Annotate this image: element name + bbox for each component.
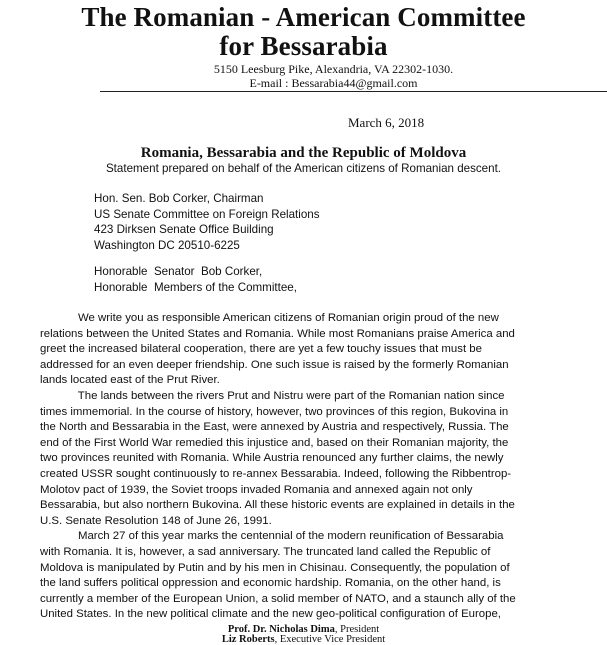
body-line: currently a member of the European Union, a solid member of NATO, and a staunch ally of the: [40, 592, 516, 605]
body-line: with Romania. It is, however, a sad anniversary. The truncated land called the Republic of: [40, 545, 491, 558]
letterhead-divider: [100, 91, 607, 92]
body-line: addressed for an even deeper friendship. One such issue is raised by the formerly Romanian: [40, 358, 509, 371]
letter-body: [40, 311, 572, 623]
body-line: We write you as responsible American citizens of Romanian origin proud of the new: [40, 312, 499, 324]
body-line: the land suffers political oppression and economic hardship. Romania, on the other hand, is: [40, 577, 501, 590]
body-line: United States. In the new political climate and the new geo-political configuration of Europe,: [40, 608, 501, 621]
footer-president-name: Prof. Dr. Nicholas Dima: [227, 624, 335, 635]
recipient-line: 423 Dirksen Senate Office Building: [94, 223, 274, 237]
letterhead-address: 5150 Leesburg Pike, Alexandria, VA 22302-1030.: [213, 62, 454, 76]
body-line: relations between the United States and Romania. While most Romanians praise America and: [40, 327, 515, 340]
body-line: end of the First World War remedied this injustice and, based on their Romanian majority, the: [40, 436, 509, 449]
body-line: Bessarabia, but also northern Bukovina. All these historic events are explained in details in the: [40, 499, 515, 512]
body-line: Molotov pact of 1939, the Soviet troops invaded Romania and annexed again not only: [40, 483, 473, 496]
recipient-block: [94, 191, 320, 253]
footer-vp-name: Liz Roberts: [221, 634, 275, 645]
body-line: two provinces reunited with Romania. While Austria renounced any further claims, the newly: [40, 452, 504, 465]
statement-title: Romania, Bessarabia and the Republic of Moldova: [140, 145, 467, 161]
footer-president-title: , President: [334, 624, 380, 635]
recipient-line: US Senate Committee on Foreign Relations: [94, 207, 320, 221]
body-line: Moldova is manipulated by Putin and by his men in Chisinau. Consequently, the population of: [40, 561, 510, 574]
body-line: the North and Bessarabia in the East, were annexed by Austria and respectively, Russia. The: [40, 421, 509, 434]
body-line: U.S. Senate Resolution 148 of June 26, 1991.: [40, 514, 272, 527]
recipient-line: Washington DC 20510-6225: [94, 238, 240, 252]
salutation-line: Honorable Senator Bob Corker,: [94, 265, 263, 278]
footer-vp-title: , Executive Vice President: [274, 634, 386, 645]
body-line: times immemorial. In the course of history, however, two provinces of this region, Bukovina in: [40, 405, 509, 418]
letterhead-title-line1: The Romanian - American Committee: [81, 2, 526, 32]
body-line: The lands between the rivers Prut and Nistru were part of the Romanian nation since: [40, 389, 505, 402]
recipient-line: Hon. Sen. Bob Corker, Chairman: [94, 192, 264, 205]
body-line: created USSR sought continuously to re-annex Bessarabia. Indeed, following the Ribbentrop-: [40, 467, 512, 480]
salutation-line: Honorable Members of the Committee,: [94, 280, 297, 294]
body-line: March 27 of this year marks the centennial of the modern reunification of Bessarabia: [40, 530, 504, 543]
letterhead-email: E-mail : Bessarabia44@gmail.com: [249, 76, 418, 90]
letterhead-title-line2: for Bessarabia: [219, 31, 388, 61]
salutation-block: [94, 264, 297, 295]
body-line: lands located east of the Prut River.: [40, 374, 220, 387]
statement-subtitle: Statement prepared on behalf of the American citizens of Romanian descent.: [105, 162, 502, 175]
letter-date: March 6, 2018: [348, 115, 425, 130]
body-line: greet the increased bilateral cooperation, there are yet a few touchy issues that must be: [40, 343, 482, 356]
